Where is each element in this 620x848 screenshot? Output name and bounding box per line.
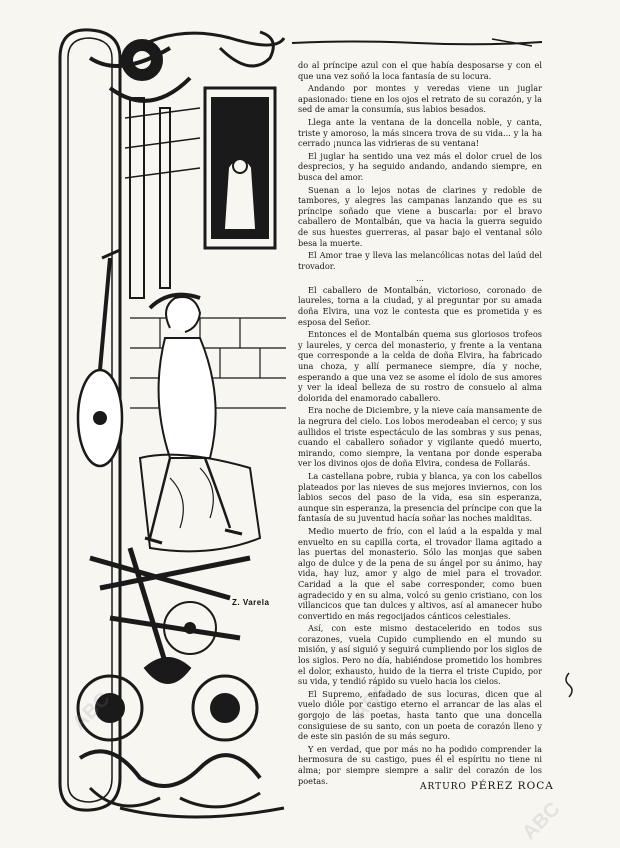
- paragraph: Era noche de Diciembre, y la nieve caía mansamente de la negrura del cielo. Los lobos merodeaban el cerco; y sus aullidos el triste espectáculo de las sombras y sus penas, cuando el caballero soñador y vigilante quedó muerto, mirando, como siempre, la ventana por donde esperaba ver los divinos ojos de doña Elvira, condesa de Follarás.: [298, 405, 542, 469]
- top-ornament-rule: [292, 38, 542, 48]
- paragraph: do al príncipe azul con el que había desposarse y con el que una vez soñó la loca fantasía de su locura.: [298, 60, 542, 81]
- paragraph: La castellana pobre, rubia y blanca, ya con los cabellos plateados por las nieves de sus mejores inviernos, con los labios secos del paso de la vida, esa sin esperanza, aunque sin esperanza, la presencia del príncipe con que la fantasía de su juventud hacía soñar las noches malditas.: [298, 470, 542, 524]
- watermark-text: ABC: [348, 678, 395, 725]
- paragraph: El juglar ha sentido una vez más el dolor cruel de los desprecios, y ha seguido andando, andando siempre, en busca del amor.: [298, 150, 542, 182]
- paragraph: El Amor trae y lleva las melancólicas notas del laúd del trovador.: [298, 250, 542, 271]
- paragraph: Medio muerto de frío, con el laúd a la espalda y mal envuelto en su capilla corta, el trovador llama agitado a las puertas del monasterio. Sólo las monjas que saben algo de dulce y de la pena de su ángel por su ánimo, hay vida, hay luz, amor y algo de miel para el trovador. Caridad a la que el sabe corresponder, como buen agradecido y en su alma, volcó su genio cristiano, con los villancicos que tan dulces y altivos, así al amanecer hubo convertido en más regocijados cánticos celestiales.: [298, 525, 542, 621]
- article-body: [298, 60, 542, 786]
- watermark-text: ABC: [518, 798, 565, 845]
- margin-ornament-icon: [562, 672, 576, 698]
- section-separator: ...: [416, 273, 424, 284]
- paragraph: Así, con este mismo destacelerido en todos sus corazones, vuela Cupido cumpliendo en el mundo su misión, y así siguió y seguirá cumpliendo por los siglos de los siglos. Pero no día, habiéndose prometido los hombres el dolor, exhausto, huido de la tierra el triste Cupido, por su vida, y tendió rápido su vuelo hacia los cielos.: [298, 623, 542, 687]
- illustrator-signature: Z. Varela: [232, 598, 270, 607]
- paragraph: Suenan a lo lejos notas de clarines y redoble de tambores, y alegres las campanas lanzando que es su príncipe soñado que viene a buscarla: por el bravo caballero de Montalbán, que va hacia la guerra seguido de sus huestes guerreras, al pasar bajo el ventanal sólo besa la muerte.: [298, 184, 542, 248]
- paragraph: Llega ante la ventana de la doncella noble, y canta, triste y amoroso, la más sincera trova de su vida... y la ha cerrado ¡nunca las vidrieras de su ventana!: [298, 116, 542, 149]
- author-line: [420, 780, 554, 792]
- paragraph: Entonces el de Montalbán quema sus gloriosos trofeos y laureles, y cerca del monasterio, y frente a la ventana que corresponde a la celda de doña Elvira, ha fabricado una choza, y allí permanece siempre, día y noche, esperando a que una vez se asome el ídolo de sus amores y ver la ideal belleza de su rostro de consuelo al alma dolorida del enamorado caballero.: [298, 329, 542, 403]
- paragraph: El caballero de Montalbán, victorioso, coronado de laureles, torna a la ciudad, y al preguntar por su amada doña Elvira, una voz le contesta que es prometida y es esposa del Señor.: [298, 284, 542, 327]
- watermark-text: ABC: [68, 688, 115, 735]
- paragraph: Y en verdad, que por más no ha podido comprender la hermosura de su castigo, pues él el espíritu no tiene ni alma; por siempre siempre a salir del corazón de los poetas.: [298, 743, 542, 786]
- author-name: PÉREZ ROCA: [470, 780, 554, 792]
- paragraph: Andando por montes y veredas viene un juglar apasionado: tiene en los ojos el retrato de su corazón, y la sed de amar la consumía, sus labios besados.: [298, 83, 542, 115]
- paragraph: El Supremo, enfadado de sus locuras, dicen que al vuelo dióle por castigo eterno el arrancar de las alas el gorgojo de las poetas, hasta tanto que una doncella consiguiese de su santo, con un poeta de corazón lleno y de este sin pasión de su más seguro.: [298, 688, 542, 742]
- author-prefix: ARTURO: [420, 782, 467, 792]
